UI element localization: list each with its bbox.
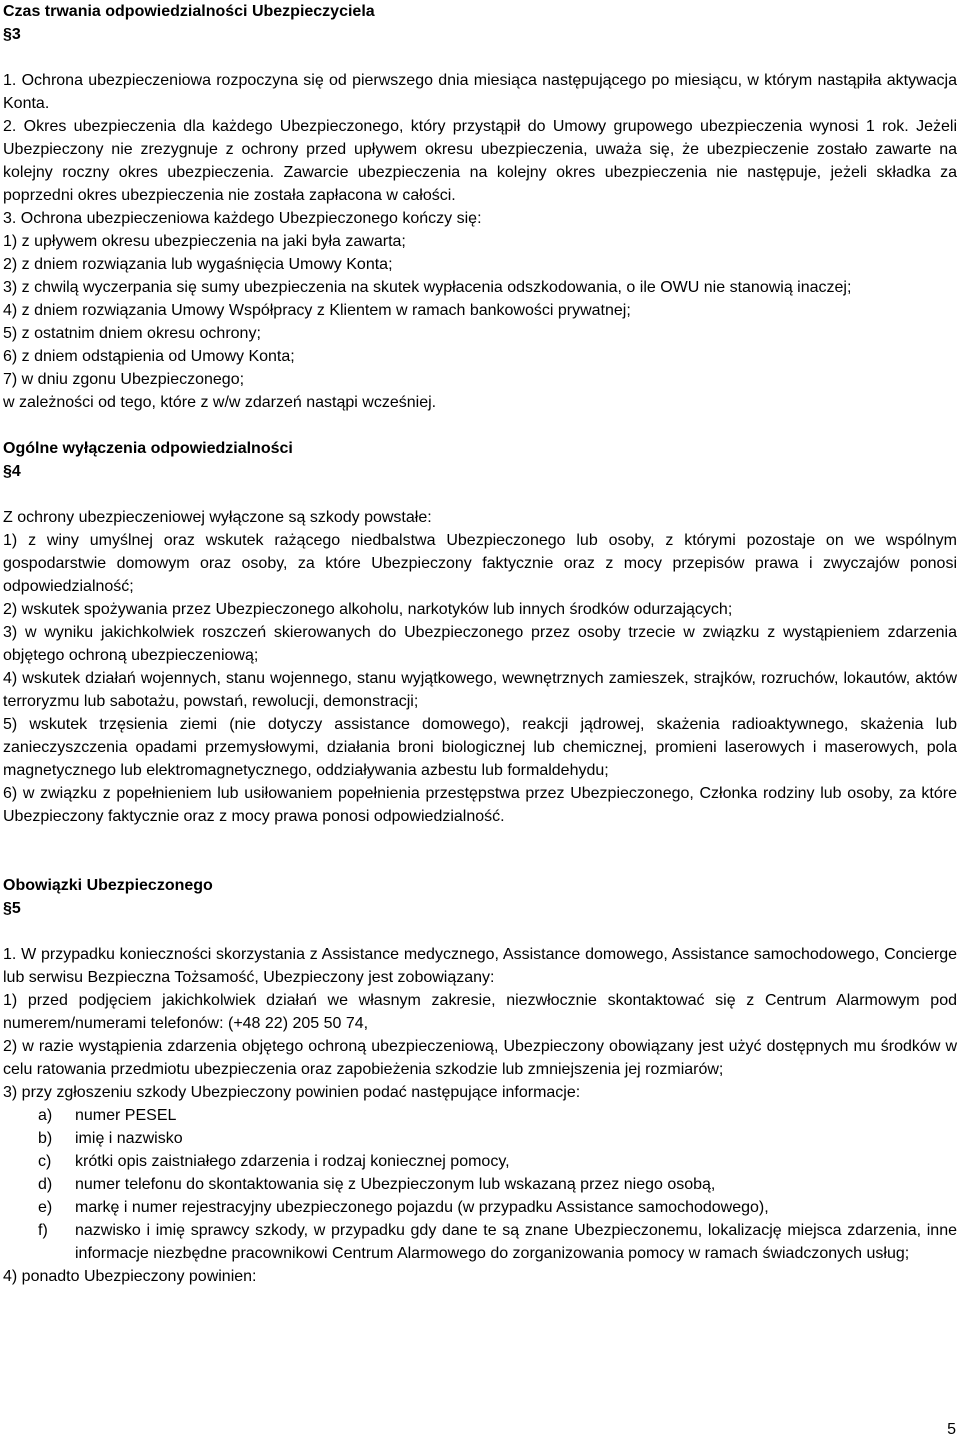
sublist-text: nazwisko i imię sprawcy szkody, w przypadku gdy dane te są znane Ubezpieczonemu, lokalizację miejsca zdarzenia, inne informacje niezbędne pracownikowi Centrum Alarmowego do zorganizowania pomocy w ramach świadczonych usług; (75, 1222, 957, 1262)
sublist-text: krótki opis zaistniałego zdarzenia i rodzaj koniecznej pomocy, (75, 1153, 510, 1170)
section-5-heading: Obowiązki Ubezpieczonego (3, 877, 213, 894)
section-4-list-item: 4) wskutek działań wojennych, stanu wojennego, stanu wyjątkowego, wewnętrznych zamieszek, strajków, rozruchów, lokautów, aktów terroryzmu lub sabotażu, powstań, rewolucji, demonstracji; (3, 670, 957, 710)
section-5-number: §5 (3, 900, 21, 917)
section-4-heading: Ogólne wyłączenia odpowiedzialności (3, 440, 293, 457)
section-5-list-item: 3) przy zgłoszeniu szkody Ubezpieczony powinien podać następujące informacje: (3, 1084, 581, 1101)
section-5-list-item: 1) przed podjęciem jakichkolwiek działań we własnym zakresie, niezwłocznie skontaktować się z Centrum Alarmowym pod numerem/numerami telefonów: (+48 22) 205 50 74, (3, 992, 957, 1032)
section-3-list-item: 3) z chwilą wyczerpania się sumy ubezpieczenia na skutek wypłacenia odszkodowania, o ile OWU nie stanowią inaczej; (3, 279, 852, 296)
section-5-list-item: 4) ponadto Ubezpieczony powinien: (3, 1268, 257, 1285)
section-3-closing: w zależności od tego, które z w/w zdarzeń nastąpi wcześniej. (3, 394, 437, 411)
sublist-text: numer telefonu do skontaktowania się z Ubezpieczonym lub wskazaną przez niego osobą, (75, 1176, 716, 1193)
section-4-list-item: 2) wskutek spożywania przez Ubezpieczonego alkoholu, narkotyków lub innych środków odurzających; (3, 601, 733, 618)
section-3-paragraph: 1. Ochrona ubezpieczeniowa rozpoczyna się od pierwszego dnia miesiąca następującego po miesiącu, w którym nastąpiła aktywacja Konta. (3, 72, 957, 112)
section-5-list-item: 2) w razie wystąpienia zdarzenia objętego ochroną ubezpieczeniową, Ubezpieczony obowiązany jest użyć dostępnych mu środków w celu ratowania przedmiotu ubezpieczenia oraz zapobieżenia szkodzie lub zmniejszenia jej rozmiarów; (3, 1038, 957, 1078)
sublist-label: a) (38, 1107, 53, 1124)
section-3-list-item: 2) z dniem rozwiązania lub wygaśnięcia Umowy Konta; (3, 256, 393, 273)
sublist-item (3, 1127, 957, 1150)
sublist-item (3, 1219, 957, 1265)
section-3-heading: Czas trwania odpowiedzialności Ubezpieczyciela (3, 3, 375, 20)
section-3-number: §3 (3, 26, 21, 43)
section-5-paragraph: 1. W przypadku konieczności skorzystania z Assistance medycznego, Assistance domowego, Assistance samochodowego, Concierge lub serwisu Bezpieczna Tożsamość, Ubezpieczony jest zobowiązany: (3, 946, 957, 986)
sublist-label: f) (38, 1222, 48, 1239)
sublist-label: b) (38, 1130, 53, 1147)
section-3-list-item: 5) z ostatnim dniem okresu ochrony; (3, 325, 261, 342)
section-3-list-item: 6) z dniem odstąpienia od Umowy Konta; (3, 348, 295, 365)
sublist-label: d) (38, 1176, 53, 1193)
page-number: 5 (947, 1421, 956, 1438)
section-4-list-item: 5) wskutek trzęsienia ziemi (nie dotyczy assistance domowego), reakcji jądrowej, skażenia radioaktywnego, skażenia lub zanieczyszczenia opadami przemysłowymi, działania broni biologicznej lub chemicznej, promieni laserowych i maserowych, pola magnetycznego lub elektromagnetycznego, oddziaływania azbestu lub formaldehydu; (3, 716, 957, 779)
sublist-item (3, 1173, 957, 1196)
section-4-number: §4 (3, 463, 21, 480)
section-3-paragraph: 2. Okres ubezpieczenia dla każdego Ubezpieczonego, który przystąpił do Umowy grupowego ubezpieczenia wynosi 1 rok. Jeżeli Ubezpieczony nie zrezygnuje z ochrony przed upływem okresu ubezpieczenia, uważa się, że ubezpieczenie zostało zawarte na kolejny roczny okres ubezpieczenia. Zawarcie ubezpieczenia na kolejny okres ubezpieczenia nie następuje, jeżeli składka za poprzedni okres ubezpieczenia nie została zapłacona w całości. (3, 118, 957, 204)
section-4-intro: Z ochrony ubezpieczeniowej wyłączone są szkody powstałe: (3, 509, 432, 526)
sublist-label: e) (38, 1199, 53, 1216)
sublist-item (3, 1150, 957, 1173)
sublist-text: markę i numer rejestracyjny ubezpieczonego pojazdu (w przypadku Assistance samochodowego), (75, 1199, 769, 1216)
section-3-list-item: 7) w dniu zgonu Ubezpieczonego; (3, 371, 245, 388)
sublist-item (3, 1196, 957, 1219)
section-3-list-item: 4) z dniem rozwiązania Umowy Współpracy z Klientem w ramach bankowości prywatnej; (3, 302, 631, 319)
info-sublist (3, 1104, 957, 1265)
sublist-label: c) (38, 1153, 52, 1170)
section-4-list-item: 6) w związku z popełnieniem lub usiłowaniem popełnienia przestępstwa przez Ubezpieczonego, Członka rodziny lub osoby, za które Ubezpieczony faktycznie oraz z mocy prawa ponosi odpowiedzialność. (3, 785, 957, 825)
sublist-item (3, 1104, 957, 1127)
sublist-text: numer PESEL (75, 1107, 177, 1124)
section-4-list-item: 3) w wyniku jakichkolwiek roszczeń skierowanych do Ubezpieczonego przez osoby trzecie w związku z wystąpieniem zdarzenia objętego ochroną ubezpieczeniową; (3, 624, 957, 664)
section-4-list-item: 1) z winy umyślnej oraz wskutek rażącego niedbalstwa Ubezpieczonego lub osoby, z którymi pozostaje on we wspólnym gospodarstwie domowym oraz osoby, za które Ubezpieczony faktycznie oraz z mocy przepisów prawa i zwyczajów ponosi odpowiedzialność; (3, 532, 957, 595)
section-3-list-item: 1) z upływem okresu ubezpieczenia na jaki była zawarta; (3, 233, 406, 250)
section-3-paragraph: 3. Ochrona ubezpieczeniowa każdego Ubezpieczonego kończy się: (3, 210, 482, 227)
document-page (3, 0, 957, 1288)
sublist-text: imię i nazwisko (75, 1130, 183, 1147)
